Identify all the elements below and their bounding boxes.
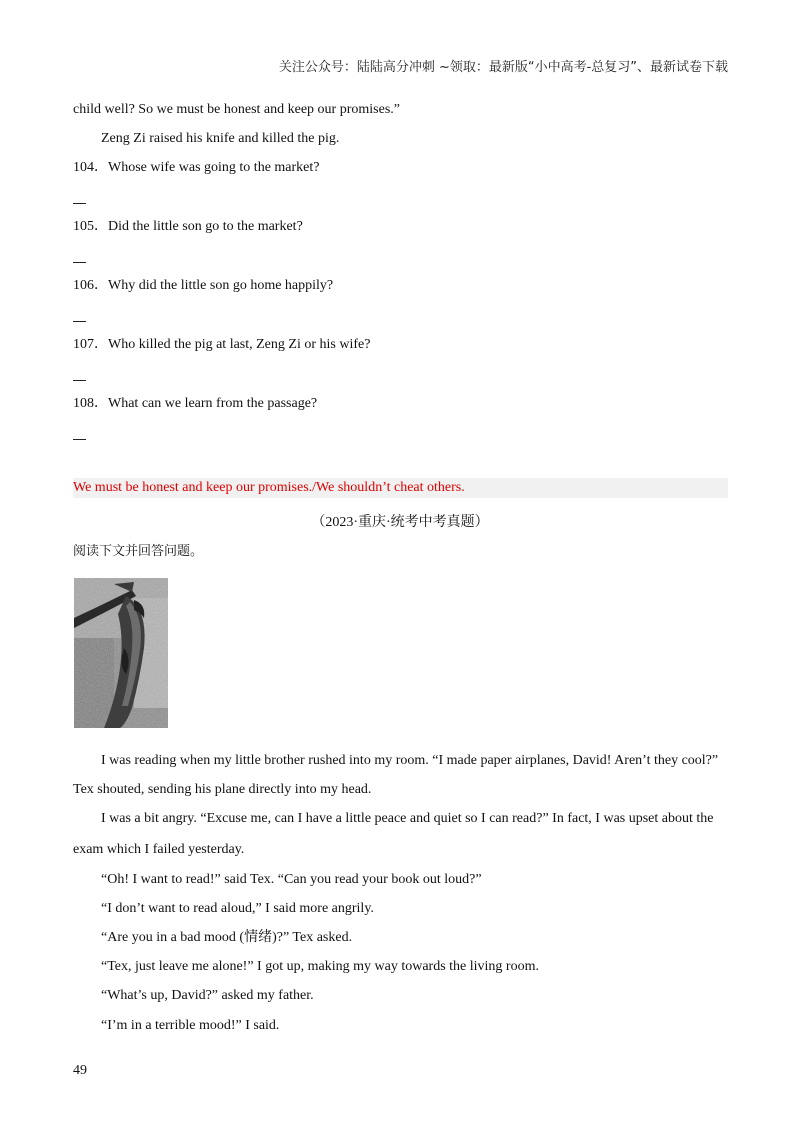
story-line: “I’m in a terrible mood!” I said. (101, 1018, 280, 1033)
question-text: Who killed the pig at last, Zeng Zi or his wife? (108, 337, 371, 352)
story-line: exam which I failed yesterday. (73, 842, 245, 857)
question-105: 105．Did the little son go to the market? (73, 219, 303, 234)
story-line: “What’s up, David?” asked my father. (101, 988, 314, 1003)
question-text: What can we learn from the passage? (108, 396, 318, 411)
passage-line: child well? So we must be honest and keep our promises.” (73, 102, 400, 117)
exam-source: （2023·重庆·统考中考真题） (311, 515, 489, 530)
answer-blank[interactable] (73, 262, 86, 263)
paper-airplane-illustration-image (74, 578, 168, 728)
story-line: I was reading when my little brother rushed into my room. “I made paper airplanes, David! Aren’t they cool?” (101, 753, 719, 768)
question-number: 105 (73, 219, 94, 234)
passage-line: Zeng Zi raised his knife and killed the pig. (101, 131, 340, 146)
answer-blank[interactable] (73, 380, 86, 381)
reading-instruction: 阅读下文并回答问题。 (73, 544, 204, 559)
answer-text: We must be honest and keep our promises./We shouldn’t cheat others. (73, 480, 465, 495)
story-line: I was a bit angry. “Excuse me, can I have a little peace and quiet so I can read?” In fact, I was upset about the (101, 811, 714, 826)
question-number: 108 (73, 396, 94, 411)
story-line: “Are you in a bad mood (情绪)?” Tex asked. (101, 930, 353, 945)
page-header: 关注公众号：陆陆高分冲刺 ~领取：最新版“小中高考-总复习”、最新试卷下载 (278, 60, 728, 75)
page-number: 49 (73, 1063, 87, 1078)
question-number: 106 (73, 278, 94, 293)
answer-blank[interactable] (73, 203, 86, 204)
question-text: Whose wife was going to the market? (108, 160, 320, 175)
question-106: 106．Why did the little son go home happily? (73, 278, 334, 293)
question-104: 104．Whose wife was going to the market? (73, 160, 320, 175)
answer-blank[interactable] (73, 321, 86, 322)
question-108: 108．What can we learn from the passage? (73, 396, 318, 411)
question-text: Did the little son go to the market? (108, 219, 303, 234)
question-text: Why did the little son go home happily? (108, 278, 334, 293)
question-number: 107 (73, 337, 94, 352)
answer-blank[interactable] (73, 439, 86, 440)
story-line: “Oh! I want to read!” said Tex. “Can you read your book out loud?” (101, 872, 482, 887)
question-number: 104 (73, 160, 94, 175)
question-107: 107．Who killed the pig at last, Zeng Zi or his wife? (73, 337, 371, 352)
story-line: “I don’t want to read aloud,” I said more angrily. (101, 901, 374, 916)
story-line: Tex shouted, sending his plane directly into my head. (73, 782, 372, 797)
story-line: “Tex, just leave me alone!” I got up, making my way towards the living room. (101, 959, 539, 974)
